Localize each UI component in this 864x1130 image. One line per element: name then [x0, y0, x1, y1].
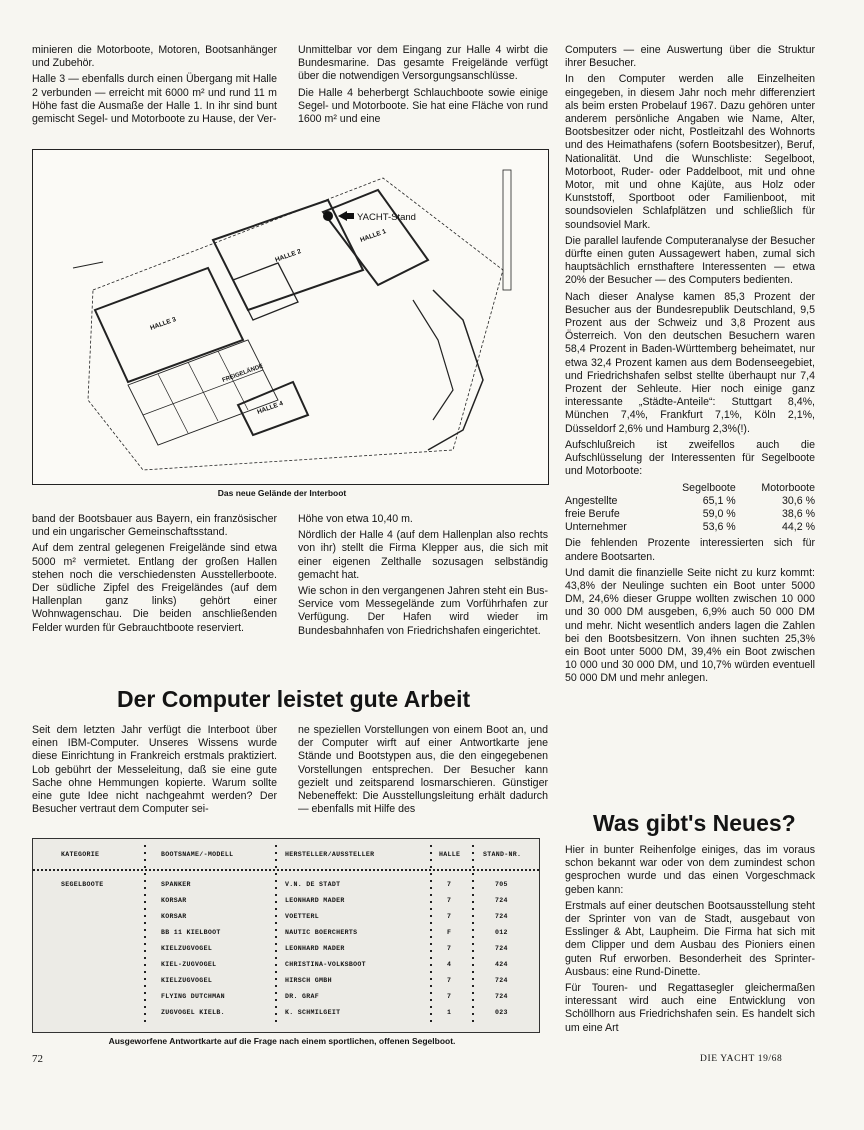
column-2-bottom	[298, 724, 548, 819]
magazine-issue: DIE YACHT 19/68	[700, 1054, 783, 1064]
stand-cell: 724	[495, 897, 508, 904]
halle-cell: F	[447, 929, 452, 936]
paragraph: band der Bootsbauer aus Bayern, ein französischer und ein ungarischer Gemeinschaftsstand.	[32, 513, 277, 539]
paragraph: Die fehlenden Prozente interessierten sich für andere Bootsarten.	[565, 537, 815, 563]
column-1-bottom	[32, 724, 277, 819]
hersteller-cell: HIRSCH GMBH	[285, 977, 332, 984]
paragraph: Die parallel laufende Computeranalyse der Besucher dürfte einen guten Aussagewert haben, zumal sich hauptsächlich ernsthaftere Interessenten — etwa 20% der Besucher — des Computers bedienten.	[565, 234, 815, 287]
stand-cell: 705	[495, 881, 508, 888]
exhibition-site-map	[32, 149, 549, 485]
cell: 53,6 %	[702, 521, 736, 534]
stand-cell: 424	[495, 961, 508, 968]
map-caption: Das neue Gelände der Interboot	[217, 488, 347, 498]
halle-2-annex	[233, 263, 298, 320]
section-heading-computer: Der Computer leistet gute Arbeit	[117, 686, 471, 712]
name-cell: KIEL-ZUGVOGEL	[161, 961, 217, 968]
column-3	[565, 44, 815, 689]
cell: 30,6 %	[782, 494, 815, 507]
cell: 59,0 %	[702, 507, 736, 520]
stand-cell: 023	[495, 1009, 508, 1016]
paragraph: Höhe von etwa 10,40 m.	[298, 513, 413, 525]
paragraph: Die Halle 4 beherbergt Schlauchboote sowie einige Segel- und Motorboote. Sie hat eine Fläche von rund 1600 m² und eine	[298, 86, 548, 126]
hersteller-cell: LEONHARD MADER	[285, 945, 345, 952]
card-dot-separators	[33, 839, 539, 1032]
stand-cell: 724	[495, 945, 508, 952]
hersteller-cell: CHRISTINA-VOLKSBOOT	[285, 961, 366, 968]
computer-answer-card	[32, 838, 540, 1033]
row-label: Angestellte	[565, 494, 618, 507]
name-cell: SPANKER	[161, 881, 191, 888]
hersteller-cell: NAUTIC BOERCHERTS	[285, 929, 358, 936]
table-row	[565, 495, 815, 508]
paragraph: minieren die Motorboote, Motoren, Bootsanhänger und Zubehör.	[32, 44, 277, 70]
freigelaende-label: FREIGELÄNDE	[221, 363, 265, 384]
category-cell: SEGELBOOTE	[61, 881, 104, 888]
yacht-stand-label: YACHT-Stand	[357, 212, 416, 223]
column-3-bottom	[565, 844, 815, 1038]
paragraph: ne speziellen Vorstellungen von einem Boot an, und der Computer wirft auf einer Antwortkarte jene Stände und Bootstypen aus, die den eingegebenen Vorstellungen entsprechen. Der Besucher kann gezielt und zeitsparend losmarschieren. Günstiger Nebeneffekt: Die Ausstellungsleitung erhält dadurch — ebenfalls mit Hilfe des	[298, 724, 548, 816]
halle-2-label: HALLE 2	[274, 248, 303, 264]
yacht-stand-arrow-icon	[338, 211, 347, 221]
row-label: freie Berufe	[565, 507, 620, 520]
paragraph: Wie schon in den vergangenen Jahren steht ein Bus-Service vom Messegelände zum Vorführhafen zur Verfügung. Der Hafen wird wieder im Bundesbahnhafen von Friedrichshafen eingerichtet.	[298, 585, 548, 637]
interest-statistics-table	[565, 482, 815, 535]
halle-1-label: HALLE 1	[359, 228, 388, 244]
paragraph: Unmittelbar vor dem Eingang zur Halle 4 wirbt die Bundesmarine. Das gesamte Freigelände verfügt über die notwendigen Versorgungsanschlüsse.	[298, 44, 548, 83]
hersteller-cell: DR. GRAF	[285, 993, 320, 1000]
row-label: Unternehmer	[565, 521, 627, 534]
paragraph: Nördlich der Halle 4 (auf dem Hallenplan also rechts von ihr) stellt die Firma Klepper aus, die sich mit einer eigenen Zelthalle sozusagen selbständig gemacht hat.	[298, 529, 548, 581]
cell: 38,6 %	[782, 507, 815, 520]
name-cell: KIELZUGVOGEL	[161, 945, 213, 952]
paragraph: In den Computer werden alle Einzelheiten eingegeben, in diesem Jahr noch mehr differenziert als beim ersten Probelauf 1967. Dazu gehören unter anderem persönliche Angaben wie Name, Alter, Bootsbesitzer oder nicht, Postleitzahl des Wohnorts und des Heimathafens (sofern Bootsbesitzer), Beruf, Nationalität. Und die Wunschliste: Segelboot, Motorboot, Ruder- oder Paddelboot, mit und ohne Motor, mit und ohne Kajüte, aus Holz oder Kunststoff, Sportboot oder Familienboot, mit soundsovielen Schlafplätzen und schließlich für soundsoviel Mark.	[565, 73, 815, 231]
halle-cell: 7	[447, 881, 452, 888]
table-row	[565, 508, 815, 521]
paragraph: Nach dieser Analyse kamen 85,3 Prozent der Besucher aus der Bundesrepublik Deutschland, 9,5 Prozent aus der Schweiz und 3,8 Prozent aus Österreich. Von den deutschen Besuchern waren 58,4 Prozent in Baden-Württemberg beheimatet, nur etwa 32,4 Prozent kamen aus dem Bodenseegebiet, und Friedrichshafen selbst stellte überhaupt nur 7,4 Prozent der Sehleute. Hier noch einige ganz interessante „Städte-Anteile“: Stuttgart 8,4%, München 7,4%, Frankfurt 7,1%, Köln 2,1%, Düsseldorf 2,6% und Hamburg 2,3%(!).	[565, 290, 815, 435]
header-name: BOOTSNAME/-MODELL	[161, 851, 234, 858]
halle-4-label: HALLE 4	[256, 400, 285, 416]
header-stand: STAND-NR.	[483, 851, 522, 858]
name-cell: ZUGVOGEL KIELB.	[161, 1009, 225, 1016]
page-number: 72	[32, 1053, 43, 1065]
column-header: Motorboote	[761, 481, 815, 494]
column-2-top	[298, 44, 548, 129]
railway-track	[503, 170, 511, 290]
column-1-top	[32, 44, 277, 129]
halle-cell: 7	[447, 993, 452, 1000]
section-heading-neues: Was gibt's Neues?	[593, 810, 796, 836]
halle-cell: 7	[447, 897, 452, 904]
header-halle: HALLE	[439, 851, 461, 858]
paragraph: Halle 3 — ebenfalls durch einen Übergang mit Halle 2 verbunden — erreicht mit 6000 m² und rund 11 m Höhe fast die Ausmaße der Halle 1. In ihr sind bunt gemischt Segel- und Motorboote zu Hause, der Ver-	[32, 73, 277, 126]
column-2-middle	[298, 513, 548, 641]
stand-cell: 724	[495, 993, 508, 1000]
hersteller-cell: VOETTERL	[285, 913, 320, 920]
name-cell: BB 11 KIELBOOT	[161, 929, 221, 936]
halle-cell: 4	[447, 961, 452, 968]
paragraph: Erstmals auf einer deutschen Bootsausstellung steht der Sprinter von van de Stadt, ausgebaut von Esslinger & Abt, Laupheim. Die Firma hat sich mit dem Clipper und dem Ausbau des Pioniers einen guten Ruf erworben. Besonderheit des Sprinter-Ausbaus: eine Rund-Dinette.	[565, 899, 815, 978]
cell: 65,1 %	[702, 494, 736, 507]
stand-cell: 724	[495, 913, 508, 920]
halle-cell: 7	[447, 945, 452, 952]
halle-cell: 1	[447, 1009, 452, 1016]
paragraph: Computers — eine Auswertung über die Struktur ihrer Besucher.	[565, 44, 815, 70]
name-cell: FLYING DUTCHMAN	[161, 993, 225, 1000]
halle-3-label: HALLE 3	[149, 316, 178, 332]
paragraph: Seit dem letzten Jahr verfügt die Interboot über einen IBM-Computer. Unseres Wissens wurde diese Einrichtung in Frankreich erstmals praktiziert. Lob gebührt der Messeleitung, daß sie eine gute Sache ohne Hemmungen kopierte. Warum sollte eine gute Idee nicht nachgeahmt werden? Der Besucher vertraut dem Computer sei-	[32, 724, 277, 816]
site-plan-drawing	[33, 150, 548, 484]
paragraph: Aufschlußreich ist zweifellos auch die Aufschlüsselung der Interessenten für Segelboote und Motorboote:	[565, 438, 815, 478]
halle-cell: 7	[447, 977, 452, 984]
card-caption: Ausgeworfene Antwortkarte auf die Frage nach einem sportlichen, offenen Segelboot.	[108, 1036, 456, 1046]
paragraph: Auf dem zentral gelegenen Freigelände sind etwa 5000 m² vermietet. Entlang der großen Hallen stehen noch die verschiedensten Ausstellerboote. Der südliche Zipfel des Freigeländes (auf dem Hallenplan ganz links) gehört einer Wohnwagenschau. Die beiden anschließenden Felder wurden für Gebrauchtboote reserviert.	[32, 542, 277, 634]
header-kategorie: KATEGORIE	[61, 851, 100, 858]
paragraph: Hier in bunter Reihenfolge einiges, das im voraus schon bekannt war oder von dem zumindest schon gesprochen wurde und das einen Vorgeschmack geben kann:	[565, 844, 815, 896]
stand-cell: 724	[495, 977, 508, 984]
table-row	[565, 521, 815, 534]
hersteller-cell: K. SCHMILGEIT	[285, 1009, 341, 1016]
column-1-middle	[32, 513, 277, 638]
column-header: Segelboote	[682, 481, 736, 494]
name-cell: KORSAR	[161, 897, 187, 904]
name-cell: KIELZUGVOGEL	[161, 977, 213, 984]
paragraph: Für Touren- und Regattasegler gleichermaßen interessant wird auch eine Entwicklung von Schöllhorn aus Friedrichshafen sein. Es handelt sich um eine Art	[565, 982, 815, 1034]
cell: 44,2 %	[782, 521, 815, 534]
hersteller-cell: LEONHARD MADER	[285, 897, 345, 904]
access-road	[428, 290, 483, 450]
halle-cell: 7	[447, 913, 452, 920]
hersteller-cell: V.N. DE STADT	[285, 881, 341, 888]
paragraph: Und damit die finanzielle Seite nicht zu kurz kommt: 43,8% der Neulinge suchten ein Boot unter 5000 DM, 24,6% dieser Gruppe wollten zwischen 10 000 und 30 000 DM ausgeben, 6,9% auch 50 000 DM und mehr. Nicht wesentlich anders lagen die Zahlen bei den Bootsbesitzern. Von ihnen suchten 25,3% ein Boot unter 5000 DM, 39,4% ein Boot zwischen 10 000 und 30 000 DM, und 10,7% würden eventuell 50 000 DM und mehr anlegen.	[565, 566, 815, 685]
stand-cell: 012	[495, 929, 508, 936]
header-hersteller: HERSTELLER/AUSSTELLER	[285, 851, 375, 858]
yacht-stand-dot	[323, 211, 333, 221]
table-header-row	[565, 482, 815, 495]
name-cell: KORSAR	[161, 913, 187, 920]
